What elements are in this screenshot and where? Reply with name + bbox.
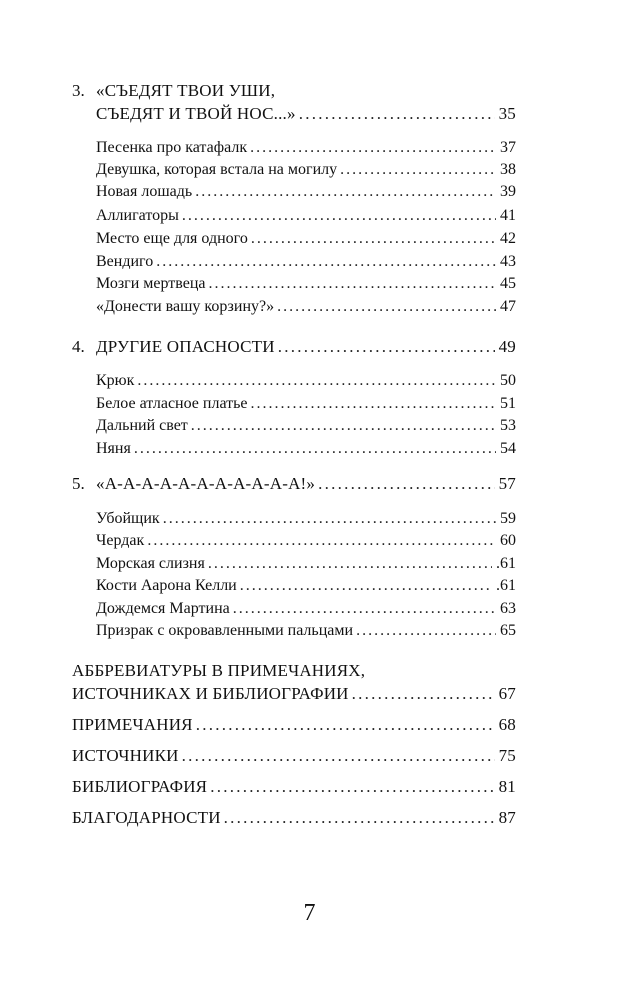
toc-section-row: [96, 104, 516, 124]
dot-leader: [195, 182, 496, 202]
entry-title: Аллигаторы: [96, 207, 179, 224]
entry-title: Убойщик: [96, 510, 160, 527]
page-number: 81: [498, 777, 516, 796]
dot-leader: [251, 394, 496, 414]
page-number: 59: [500, 510, 516, 527]
page-number: 51: [500, 395, 516, 412]
toc-entry: [96, 439, 516, 459]
toc-entry: [96, 252, 516, 272]
dot-leader: [182, 206, 496, 226]
dot-leader: [182, 746, 495, 766]
dot-leader: [299, 104, 495, 124]
page-number: 42: [500, 230, 516, 247]
toc-entry: [96, 554, 516, 574]
dot-leader: [156, 252, 496, 272]
toc-back-matter-row: [72, 715, 516, 735]
section-title: СЪЕДЯТ И ТВОЙ НОС...»: [96, 104, 296, 123]
toc-section-row: [96, 337, 516, 357]
entry-title: Место еще для одного: [96, 230, 248, 247]
back-matter-title: ПРИМЕЧАНИЯ: [72, 715, 193, 734]
dot-leader: [210, 777, 494, 797]
toc-entry: [96, 206, 516, 226]
page-number: 68: [498, 715, 516, 734]
section-title-line: «СЪЕДЯТ ТВОИ УШИ,: [96, 81, 276, 100]
page-number: 53: [500, 417, 516, 434]
dot-leader: [224, 808, 495, 828]
entry-title: Вендиго: [96, 253, 154, 270]
entry-title: Белое атласное платье: [96, 395, 248, 412]
entry-title: Новая лошадь: [96, 183, 193, 200]
toc-entry: [96, 599, 516, 619]
dot-leader: [318, 474, 494, 494]
page-folio: 7: [303, 900, 316, 926]
toc-entry: [96, 160, 516, 180]
toc-back-matter-row: [72, 808, 516, 828]
toc-entry: [96, 297, 516, 317]
toc-section-row: [96, 474, 516, 494]
page-number: 60: [500, 532, 516, 549]
entry-title: Крюк: [96, 372, 135, 389]
dot-leader: [209, 274, 496, 294]
toc-back-matter-row: [72, 746, 516, 766]
dot-leader: [163, 509, 496, 529]
dot-leader: [147, 531, 496, 551]
dot-leader: [356, 621, 496, 641]
dot-leader: [240, 576, 492, 596]
entry-title: Мозги мертвеца: [96, 275, 206, 292]
page-number: .61: [496, 577, 516, 594]
entry-title: Дождемся Мартина: [96, 600, 230, 617]
toc-back-matter-row: [72, 684, 516, 704]
entry-title: Кости Аарона Келли: [96, 577, 237, 594]
page-number: 35: [498, 104, 516, 123]
section-number: 4.: [72, 337, 85, 356]
toc-entry: [96, 509, 516, 529]
page-number: 43: [500, 253, 516, 270]
page-number: 75: [498, 746, 516, 765]
page-number: 45: [500, 275, 516, 292]
page-number: 65: [500, 622, 516, 639]
toc-entry: [96, 621, 516, 641]
page-number: 38: [500, 161, 516, 178]
entry-title: Чердак: [96, 532, 145, 549]
dot-leader: [251, 229, 496, 249]
page-number: 37: [500, 139, 516, 156]
dot-leader: [191, 416, 496, 436]
toc-entry: [96, 274, 516, 294]
dot-leader: [196, 715, 495, 735]
dot-leader: [208, 554, 492, 574]
dot-leader: [278, 337, 495, 357]
toc-entry: [96, 182, 516, 202]
toc-back-matter-row: [72, 777, 516, 797]
entry-title: «Донести вашу корзину?»: [96, 298, 275, 315]
toc-entry: [96, 531, 516, 551]
toc-entry: [96, 576, 516, 596]
entry-title: Дальний свет: [96, 417, 188, 434]
entry-title: Песенка про катафалк: [96, 139, 248, 156]
toc-entry: [96, 138, 516, 158]
dot-leader: [352, 684, 495, 704]
toc-entry: [96, 394, 516, 414]
dot-leader: [340, 160, 496, 180]
back-matter-title-line: АББРЕВИАТУРЫ В ПРИМЕЧАНИЯХ,: [72, 661, 366, 680]
page-number: 87: [498, 808, 516, 827]
section-title: «А-А-А-А-А-А-А-А-А-А-А!»: [96, 474, 316, 493]
entry-title: Призрак с окровавленными пальцами: [96, 622, 354, 639]
section-number: 3.: [72, 81, 85, 100]
page-number: 39: [500, 183, 516, 200]
back-matter-title: БИБЛИОГРАФИЯ: [72, 777, 208, 796]
dot-leader: [233, 599, 496, 619]
back-matter-title: ИСТОЧНИКАХ И БИБЛИОГРАФИИ: [72, 684, 349, 703]
toc-entry: [96, 416, 516, 436]
page-number: 63: [500, 600, 516, 617]
back-matter-title: БЛАГОДАРНОСТИ: [72, 808, 221, 827]
page-number: 47: [500, 298, 516, 315]
dot-leader: [134, 439, 496, 459]
section-title: ДРУГИЕ ОПАСНОСТИ: [96, 337, 275, 356]
page-number: 50: [500, 372, 516, 389]
back-matter-title: ИСТОЧНИКИ: [72, 746, 179, 765]
section-number: 5.: [72, 474, 85, 493]
entry-title: Девушка, которая встала на могилу: [96, 161, 338, 178]
toc-entry: [96, 371, 516, 391]
dot-leader: [137, 371, 496, 391]
page-number: 57: [498, 474, 516, 493]
entry-title: Няня: [96, 440, 131, 457]
dot-leader: [277, 297, 496, 317]
toc-entry: [96, 229, 516, 249]
page-number: 41: [500, 207, 516, 224]
page-number: 67: [498, 684, 516, 703]
dot-leader: [250, 138, 496, 158]
entry-title: Морская слизня: [96, 555, 205, 572]
page-number: 54: [500, 440, 516, 457]
page-number: 49: [498, 337, 516, 356]
page-number: .61: [496, 555, 516, 572]
